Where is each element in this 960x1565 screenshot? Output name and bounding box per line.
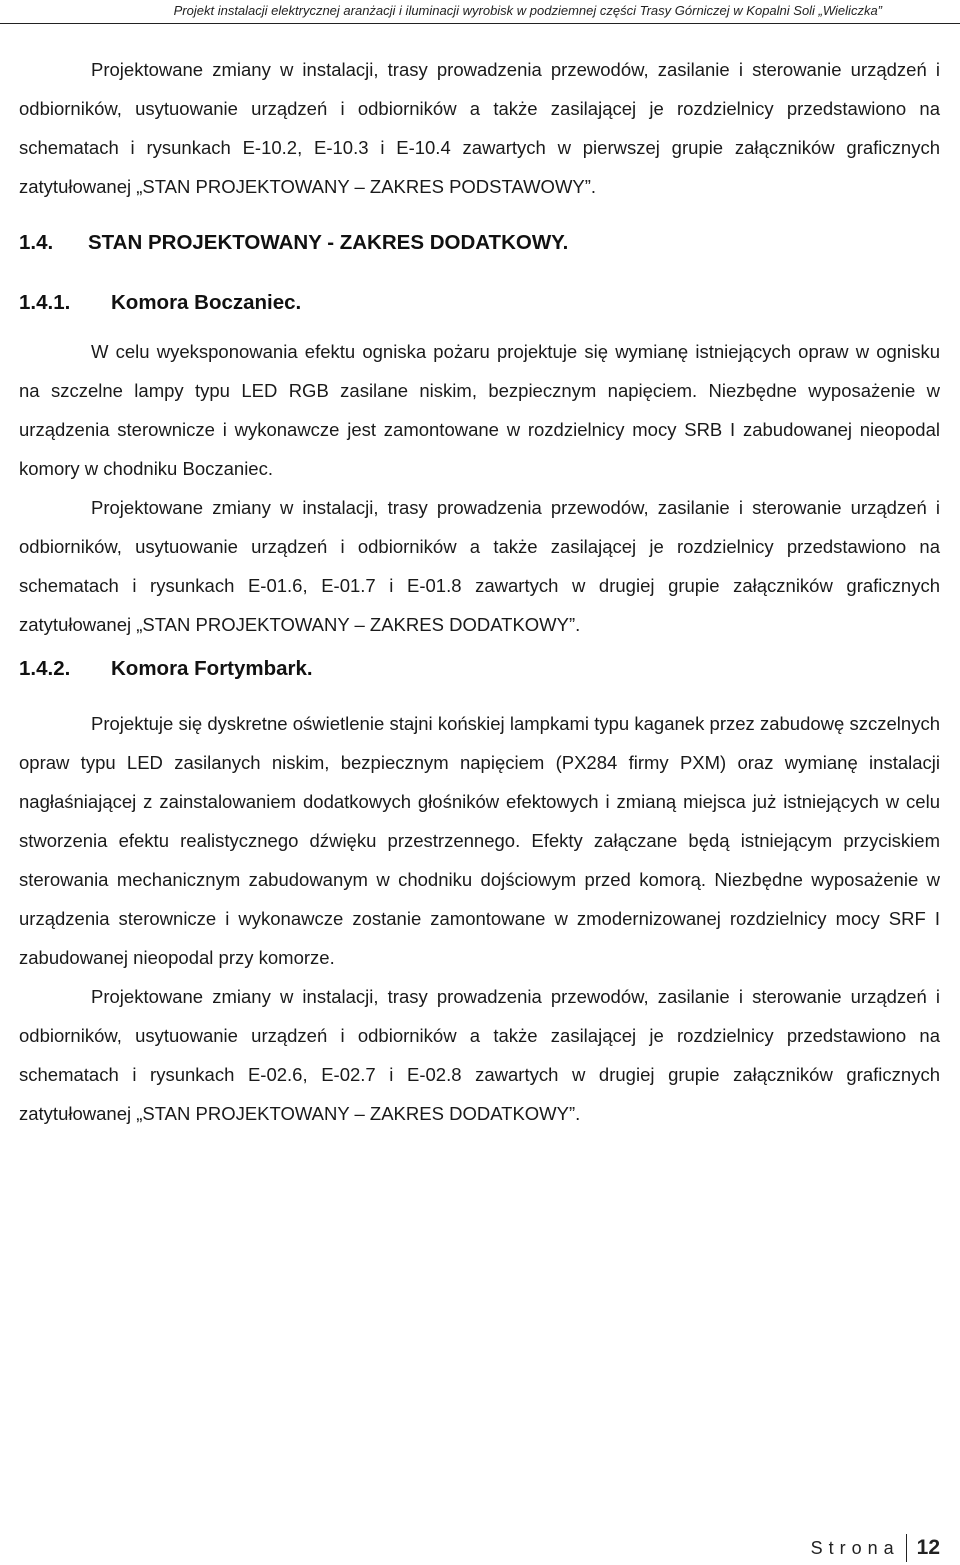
subsection-heading-1-4-2 <box>19 654 940 684</box>
paragraph-zmiany-boczaniec: Projektowane zmiany w instalacji, trasy prowadzenia przewodów, zasilanie i sterowanie urządzeń i odbiorników, usytuowanie urządzeń i odbiorników a także zasilającej je rozdzielnicy przedstawiono na schematach i rysunkach E-01.6, E-01.7 i E-01.8 zawartych w drugiej grupie załączników graficznych zatytułowanej „STAN PROJEKTOWANY – ZAKRES DODATKOWY”. <box>19 497 940 635</box>
page-header <box>0 0 960 24</box>
section-title: STAN PROJEKTOWANY - ZAKRES DODATKOWY. <box>88 231 569 254</box>
paragraph-zmiany-fortymbark: Projektowane zmiany w instalacji, trasy prowadzenia przewodów, zasilanie i sterowanie urządzeń i odbiorników, usytuowanie urządzeń i odbiorników a także zasilającej je rozdzielnicy przedstawiono na schematach i rysunkach E-02.6, E-02.7 i E-02.8 zawartych w drugiej grupie załączników graficznych zatytułowanej „STAN PROJEKTOWANY – ZAKRES DODATKOWY”. <box>19 986 940 1124</box>
subsection-heading-1-4-1 <box>19 288 940 318</box>
section-heading-1-4 <box>19 228 940 258</box>
subsection-number: 1.4.1. <box>19 291 71 314</box>
section-number: 1.4. <box>19 231 54 254</box>
paragraph-zmiany-podstawowy: Projektowane zmiany w instalacji, trasy prowadzenia przewodów, zasilanie i sterowanie urządzeń i odbiorników, usytuowanie urządzeń i odbiorników a także zasilającej je rozdzielnicy przedstawiono na schematach i rysunkach E-10.2, E-10.3 i E-10.4 zawartych w pierwszej grupie załączników graficznych zatytułowanej „STAN PROJEKTOWANY – ZAKRES PODSTAWOWY”. <box>19 59 940 197</box>
subsection-title: Komora Boczaniec. <box>111 291 302 314</box>
document-body <box>19 50 940 1133</box>
page-number: 12 <box>916 1536 940 1559</box>
footer-divider <box>906 1534 907 1562</box>
paragraph-boczaniec-opis: W celu wyeksponowania efektu ogniska pożaru projektuje się wymianę istniejących opraw w ognisku na szczelne lampy typu LED RGB zasilane niskim, bezpiecznym napięciem. Niezbędne wyposażenie w urządzenia sterownicze i wykonawcze jest zamontowane w rozdzielnicy mocy SRB I zabudowanej nieopodal komory w chodniku Boczaniec. <box>19 341 940 479</box>
header-title: Projekt instalacji elektrycznej aranżacji i iluminacji wyrobisk w podziemnej części Trasy Górniczej w Kopalni Soli „Wieliczka” <box>173 3 882 18</box>
subsection-title: Komora Fortymbark. <box>111 657 313 680</box>
paragraph-fortymbark-opis: Projektuje się dyskretne oświetlenie stajni końskiej lampkami typu kaganek przez zabudowę szczelnych opraw typu LED zasilanych niskim, bezpiecznym napięciem (PX284 firmy PXM) oraz wymianę instalacji nagłaśniającej z zainstalowaniem dodatkowych głośników efektowych i zmianą miejsca już istniejących w celu stworzenia efektu realistycznego dźwięku przestrzennego. Efekty załączane będą istniejącym przyciskiem sterowania mechanicznym zabudowanym w chodniku dojściowym przed komorą. Niezbędne wyposażenie w urządzenia sterownicze i wykonawcze zostanie zamontowane w zmodernizowanej rozdzielnicy mocy SRF I zabudowanej nieopodal przy komorze. <box>19 713 940 968</box>
page-label: Strona <box>810 1537 900 1558</box>
page-footer <box>811 1533 940 1563</box>
subsection-number: 1.4.2. <box>19 657 71 680</box>
